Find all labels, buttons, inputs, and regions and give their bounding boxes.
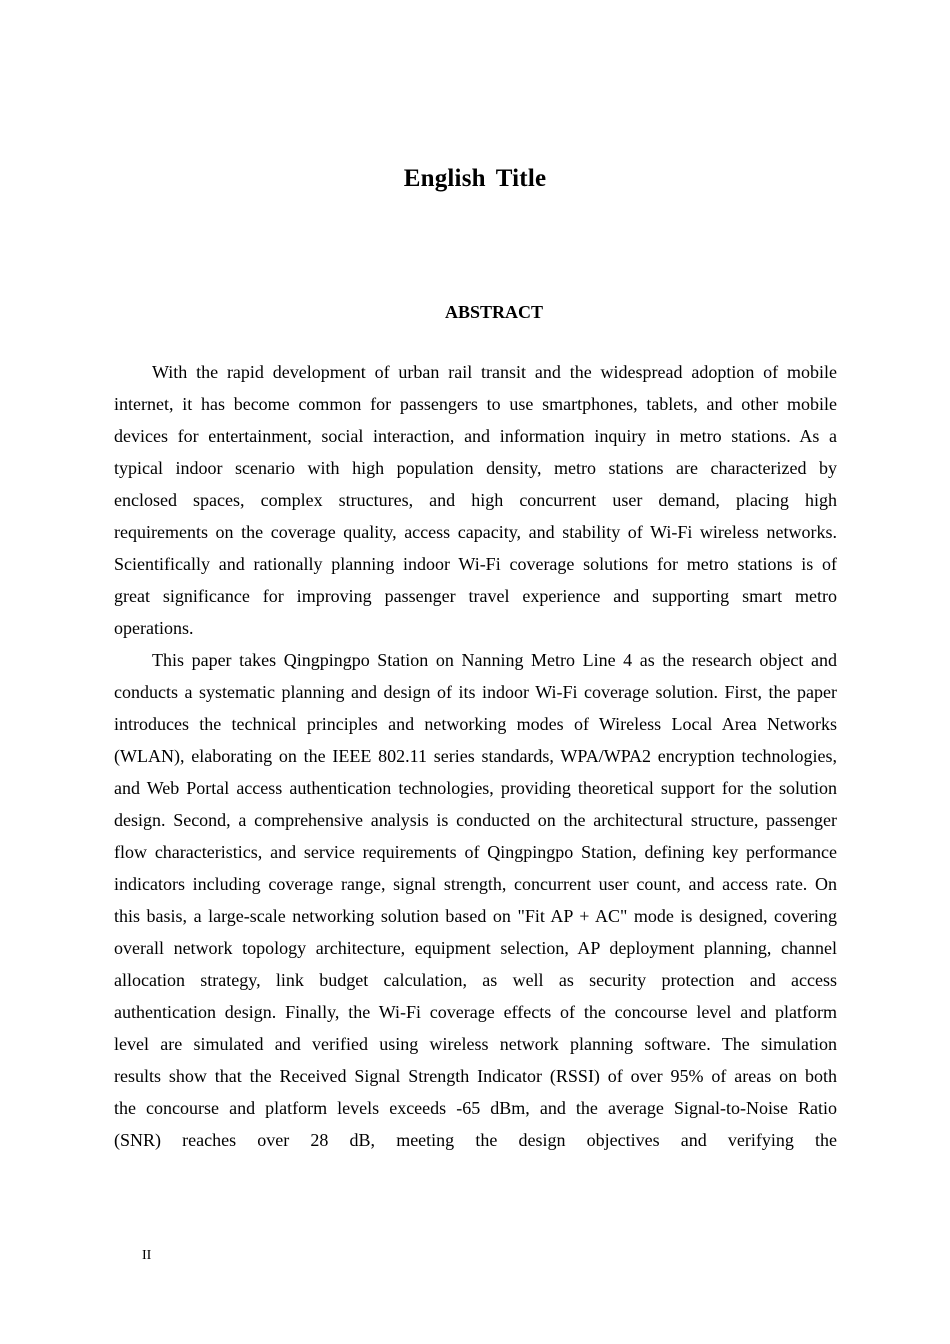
abstract-paragraph-2: This paper takes Qingpingpo Station on Nanning Metro Line 4 as the research object and conducts a systematic planning and design of its indoor Wi-Fi coverage solution. First, the paper introduces the technical principles and networking modes of Wireless Local Area Networks (WLAN), elaborating on the IEEE 802.11 series standards, WPA/WPA2 encryption technologies, and Web Portal access authentication technologies, providing theoretical support for the solution design. Second, a comprehensive analysis is conducted on the architectural structure, passenger flow characteristics, and service requirements of Qingpingpo Station, defining key performance indicators including coverage range, signal strength, concurrent user count, and access rate. On this basis, a large-scale networking solution based on "Fit AP + AC" mode is designed, covering overall network topology architecture, equipment selection, AP deployment planning, channel allocation strategy, link budget calculation, as well as security protection and access authentication design. Finally, the Wi-Fi coverage effects of the concourse level and platform level are simulated and verified using wireless network planning software. The simulation results show that the Received Signal Strength Indicator (RSSI) of over 95% of areas on both the concourse and platform levels exceeds -65 dBm, and the average Signal-to-Noise Ratio (SNR) reaches over 28 dB, meeting the design objectives and verifying the [114, 650, 837, 1150]
abstract-body [114, 356, 837, 1156]
page-title: English Title [403, 165, 547, 192]
abstract-heading: ABSTRACT [444, 302, 544, 322]
page-number: II [142, 1248, 152, 1263]
abstract-paragraph-1: With the rapid development of urban rail transit and the widespread adoption of mobile internet, it has become common for passengers to use smartphones, tablets, and other mobile devices for entertainment, social interaction, and information inquiry in metro stations. As a typical indoor scenario with high population density, metro stations are characterized by enclosed spaces, complex structures, and high concurrent user demand, placing high requirements on the coverage quality, access capacity, and stability of Wi-Fi wireless networks. Scientifically and rationally planning indoor Wi-Fi coverage solutions for metro stations is of great significance for improving passenger travel experience and supporting smart metro operations. [114, 362, 837, 638]
